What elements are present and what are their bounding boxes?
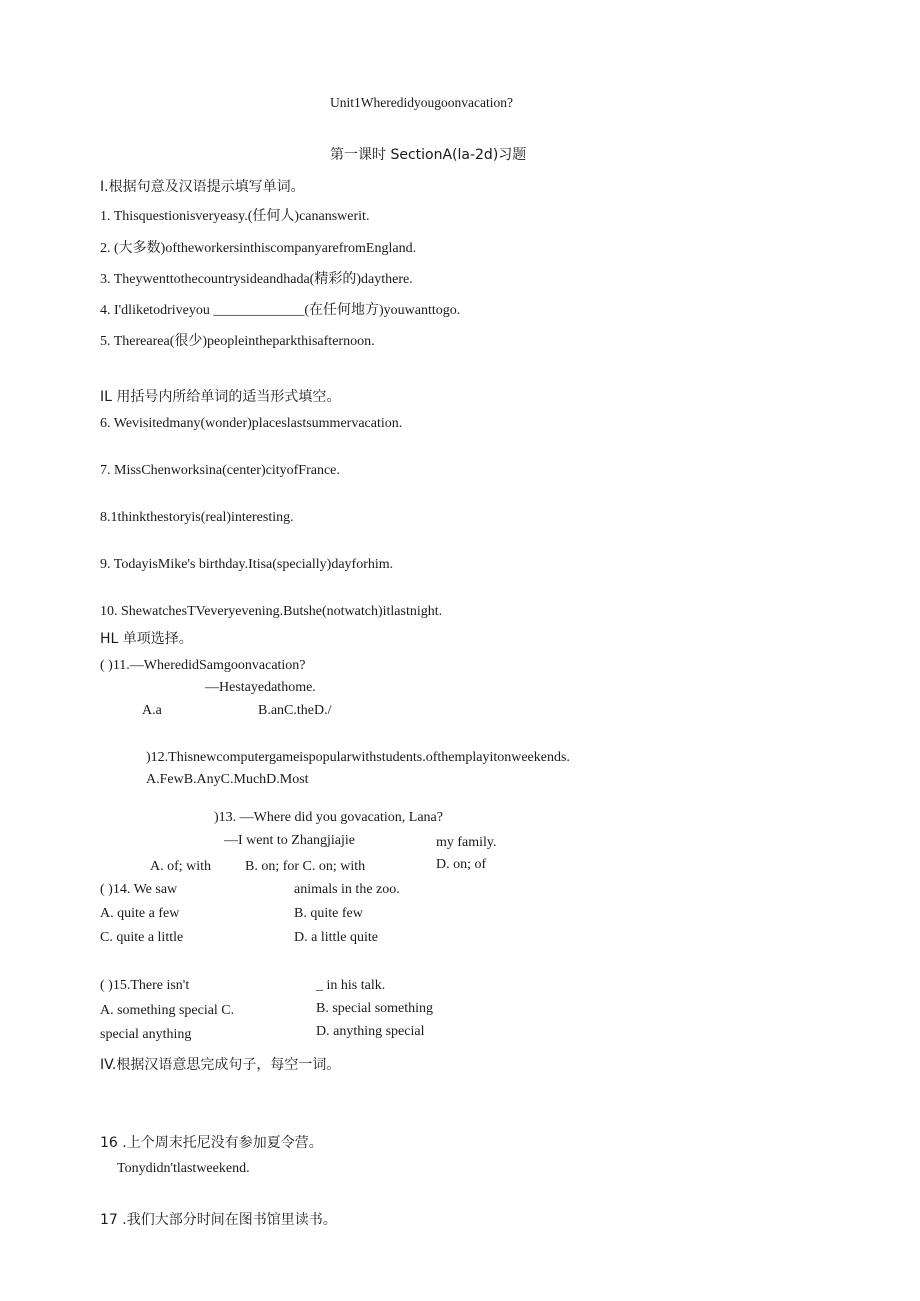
question-13-reply: —I went to Zhangjiajie (224, 833, 356, 848)
question-11-options-bcd: B.anC.theD./ (258, 703, 332, 718)
question-5: 5. Therearea(很少)peopleintheparkthisafternoon. (100, 334, 375, 349)
question-8: 8.1thinkthestoryis(real)interesting. (100, 510, 294, 525)
question-14-option-b: B. quite few (294, 906, 363, 921)
question-12-options: A.FewB.AnyC.MuchD.Most (146, 772, 309, 787)
question-15-stem-end: _ in his talk. (316, 978, 386, 993)
question-9: 9. TodayisMike's birthday.Itisa(specially)dayforhim. (100, 557, 394, 572)
question-1: 1. Thisquestionisveryeasy.(任何人)cananswerit. (100, 209, 370, 224)
question-11-reply: —Hestayedathome. (205, 680, 316, 695)
question-15-stem: ( )15.There isn't (100, 978, 190, 993)
question-17-chinese: 17 .我们大部分时间在图书馆里读书。 (100, 1212, 337, 1228)
question-13-options-bc: B. on; for C. on; with (245, 859, 366, 874)
question-15-option-d: D. anything special (316, 1024, 425, 1039)
question-13-option-d: D. on; of (436, 857, 487, 872)
page-subtitle: 第一课时 SectionA(la-2d)习题 (330, 147, 527, 163)
question-13-option-a: A. of; with (150, 859, 212, 874)
question-14-option-a: A. quite a few (100, 906, 180, 921)
question-13-stem: )13. —Where did you govacation, Lana? (214, 810, 443, 825)
question-16-chinese: 16 .上个周末托尼没有参加夏令营。 (100, 1135, 323, 1151)
question-15-option-b: B. special something (316, 1001, 434, 1016)
question-10: 10. ShewatchesTVeveryevening.Butshe(notwatch)itlastnight. (100, 604, 443, 619)
question-15-option-a: A. something special C. (100, 1003, 235, 1018)
question-3: 3. Theywenttothecountrysideandhada(精彩的)daythere. (100, 272, 413, 287)
question-11-stem: ( )11.—WheredidSamgoonvacation? (100, 658, 306, 673)
question-14-option-c: C. quite a little (100, 930, 184, 945)
section-2-heading: IL 用括号内所给单词的适当形式填空。 (100, 389, 341, 405)
question-14-stem: ( )14. We saw (100, 882, 178, 897)
question-4: 4. I'dliketodriveyou _____________(在任何地方)youwanttogo. (100, 303, 461, 318)
question-12-stem: )12.Thisnewcomputergameispopularwithstudents.ofthemplayitonweekends. (146, 750, 570, 765)
question-11-option-a: A.a (142, 703, 162, 718)
page-title: Unit1Wheredidyougoonvacation? (330, 95, 513, 110)
question-6: 6. Wevisitedmany(wonder)placeslastsummervacation. (100, 416, 403, 431)
section-1-heading: I.根据句意及汉语提示填写单词。 (100, 179, 305, 195)
question-14-option-d: D. a little quite (294, 930, 378, 945)
question-14-stem-end: animals in the zoo. (294, 882, 400, 897)
question-7: 7. MissChenworksina(center)cityofFrance. (100, 463, 340, 478)
question-13-reply-end: my family. (436, 835, 497, 850)
question-15-option-c: special anything (100, 1027, 192, 1042)
question-2: 2. (大多数)oftheworkersinthiscompanyarefromEngland. (100, 241, 417, 256)
section-4-heading: IV.根据汉语意思完成句子，每空一词。 (100, 1057, 341, 1073)
question-16-english: Tonydidn'tlastweekend. (117, 1161, 250, 1176)
section-3-heading: HL 单项选择。 (100, 631, 193, 647)
